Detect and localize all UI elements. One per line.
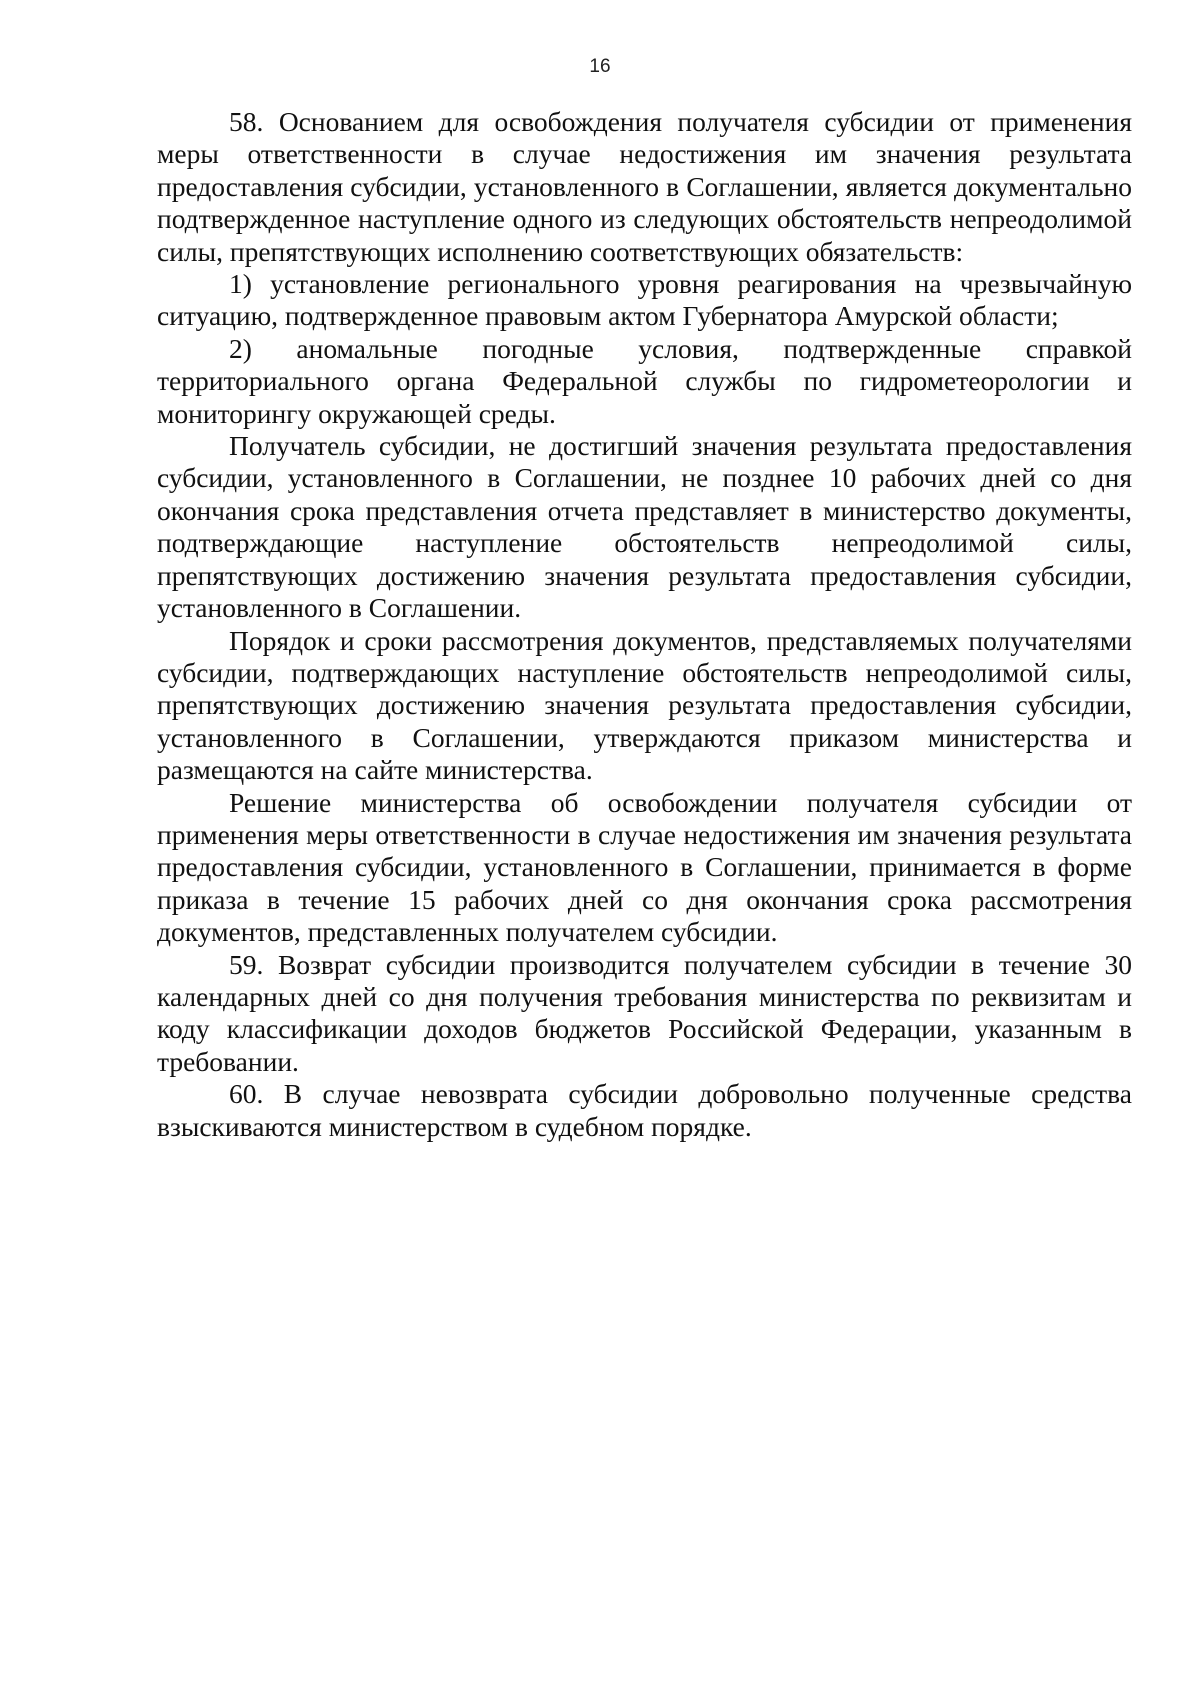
document-body — [157, 106, 1132, 1143]
paragraph-58: 58. Основанием для освобождения получателя субсидии от применения меры ответственности в случае недостижения им значения результата предоставления субсидии, установленного в Соглашении, является документально подтвержденное наступление одного из следующих обстоятельств непреодолимой силы, препятствующих исполнению соответствующих обязательств: — [157, 106, 1132, 267]
paragraph-review-procedure: Порядок и сроки рассмотрения документов, представляемых получателями субсидии, подтверждающих наступление обстоятельств непреодолимой силы, препятствующих достижению значения результата предоставления субсидии, установленного в Соглашении, утверждаются приказом министерства и размещаются на сайте министерства. — [157, 624, 1132, 786]
page-number: 16 — [589, 56, 611, 77]
paragraph-60: 60. В случае невозврата субсидии добровольно полученные средства взыскиваются министерством в судебном порядке. — [157, 1078, 1132, 1142]
paragraph-59: 59. Возврат субсидии производится получателем субсидии в течение 30 календарных дней со дня получения требования министерства по реквизитам и коду классификации доходов бюджетов Российской Федерации, указанным в требовании. — [157, 948, 1132, 1077]
paragraph-ministry-decision: Решение министерства об освобождении получателя субсидии от применения меры ответственности в случае недостижения им значения результата предоставления субсидии, установленного в Соглашении, принимается в форме приказа в течение 15 рабочих дней со дня окончания срока рассмотрения документов, представленных получателем субсидии. — [157, 786, 1132, 948]
paragraph-recipient-documents: Получатель субсидии, не достигший значения результата предоставления субсидии, установленного в Соглашении, не позднее 10 рабочих дней со дня окончания срока представления отчета представляет в министерство документы, подтверждающие наступление обстоятельств непреодолимой силы, препятствующих достижению значения результата предоставления субсидии, установленного в Соглашении. — [157, 430, 1132, 624]
list-item-1: 1) установление регионального уровня реагирования на чрезвычайную ситуацию, подтвержденное правовым актом Губернатора Амурской области; — [157, 268, 1132, 332]
list-item-2: 2) аномальные погодные условия, подтвержденные справкой территориального органа Федеральной службы по гидрометеорологии и мониторингу окружающей среды. — [157, 332, 1132, 429]
